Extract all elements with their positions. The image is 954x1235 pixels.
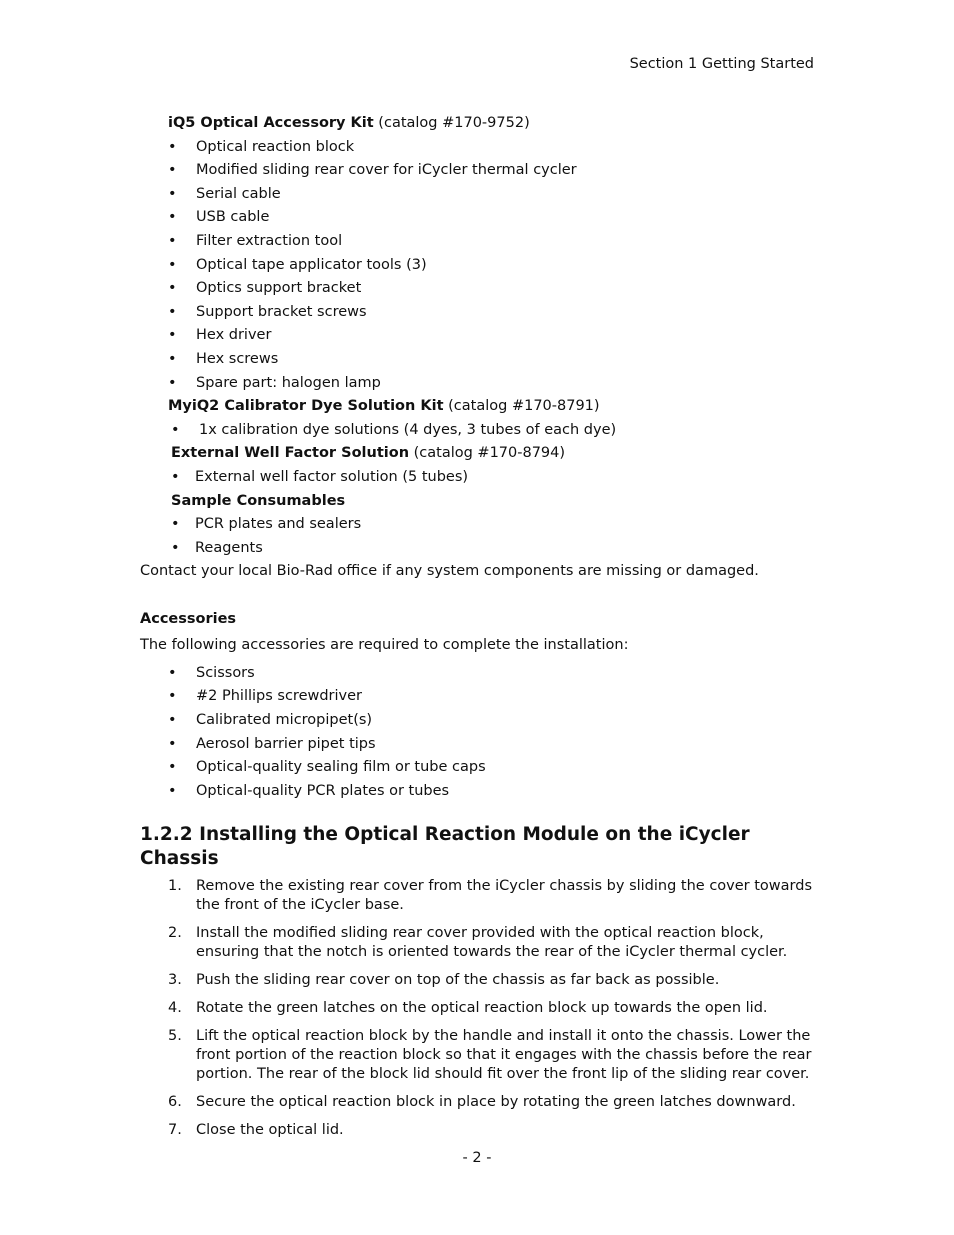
bullet-icon: • [168,162,177,179]
kit-item-list [140,136,820,396]
kit-item-list [140,419,820,443]
step-text: Install the modified sliding rear cover provided with the optical reaction block, ensuring that the notch is oriented towards the rear of the iCycler thermal cycler. [196,925,788,961]
installation-steps [140,877,820,1140]
step-text: Secure the optical reaction block in place by rotating the green latches downward. [196,1094,796,1111]
list-item-text: Hex screws [196,350,279,367]
list-item-text: PCR plates and sealers [195,516,362,533]
kit-item-list [140,466,820,490]
bullet-icon: • [168,138,177,155]
list-item-text: Optical-quality PCR plates or tubes [196,782,450,799]
bullet-icon: • [168,374,177,391]
kit-title-well-factor [171,442,820,466]
step-number: 6. [168,1094,182,1111]
list-item [140,301,820,325]
bullet-icon: • [168,782,177,799]
accessories-intro: The following accessories are required to complete the installation: [140,636,629,653]
contact-note: Contact your local Bio-Rad office if any system components are missing or damaged. [140,563,759,580]
bullet-icon: • [168,209,177,226]
kit-name: External Well Factor Solution [171,445,410,462]
step-item [140,1093,820,1112]
bullet-icon: • [168,185,177,202]
section-heading: 1.2.2 Installing the Optical Reaction Module on the iCycler Chassis [140,824,750,870]
list-item-text: Optics support bracket [196,280,362,297]
step-item [140,1121,820,1140]
step-text: Close the optical lid. [196,1122,344,1139]
bullet-icon: • [168,350,177,367]
bullet-icon: • [168,759,177,776]
step-text: Push the sliding rear cover on top of the chassis as far back as possible. [196,972,720,989]
list-item [140,709,820,733]
step-item [140,999,820,1018]
page-content [140,112,820,1149]
list-item [140,513,820,537]
step-number: 1. [168,878,182,895]
step-text: Remove the existing rear cover from the iCycler chassis by sliding the cover towards the front of the iCycler base. [196,878,813,914]
kit-catalog: (catalog #170-8794) [409,445,566,462]
bullet-icon: • [168,232,177,249]
list-item [140,230,820,254]
bullet-icon: • [168,303,177,320]
list-item-text: Modified sliding rear cover for iCycler thermal cycler [196,162,577,179]
page-number: - 2 - [462,1150,492,1166]
kit-title-consumables [171,490,820,514]
step-text: Lift the optical reaction block by the handle and install it onto the chassis. Lower the front portion of the reaction block so that it engages with the chassis before the rear portion. The rear of the block lid should fit over the front lip of the sliding rear cover. [196,1028,812,1083]
step-item [140,971,820,990]
kit-name: iQ5 Optical Accessory Kit [168,115,374,131]
step-number: 3. [168,972,182,989]
accessories-list [140,662,820,804]
bullet-icon: • [171,539,180,556]
list-item [140,466,820,490]
running-header: Section 1 Getting Started [629,56,814,72]
bullet-icon: • [168,280,177,297]
list-item [140,537,820,561]
kit-item-list [140,513,820,560]
list-item-text: #2 Phillips screwdriver [196,688,363,705]
bullet-icon: • [168,735,177,752]
step-number: 2. [168,925,182,942]
list-item-text: Reagents [195,539,263,556]
bullet-icon: • [171,516,180,533]
list-item-text: 1x calibration dye solutions (4 dyes, 3 tubes of each dye) [199,421,617,438]
bullet-icon: • [171,468,180,485]
list-item [140,136,820,160]
list-item-text: Spare part: halogen lamp [196,374,381,391]
bullet-icon: • [168,664,177,681]
kit-name: MyiQ2 Calibrator Dye Solution Kit [168,398,444,415]
step-number: 7. [168,1122,182,1139]
step-number: 5. [168,1028,182,1045]
list-item [140,183,820,207]
list-item-text: Optical reaction block [196,138,355,155]
list-item [140,372,820,396]
bullet-icon: • [168,712,177,729]
list-item [140,685,820,709]
kit-catalog: (catalog #170-9752) [373,115,530,131]
list-item [140,254,820,278]
list-item-text: USB cable [196,209,270,226]
list-item-text: Serial cable [196,185,281,202]
list-item [140,324,820,348]
kit-title-calibrator [168,395,820,419]
list-item-text: Scissors [196,664,255,681]
list-item [140,348,820,372]
bullet-icon: • [168,688,177,705]
bullet-icon: • [171,421,180,438]
list-item [140,756,820,780]
list-item-text: Calibrated micropipet(s) [196,712,373,729]
list-item-text: Support bracket screws [196,303,367,320]
step-text: Rotate the green latches on the optical reaction block up towards the open lid. [196,1000,768,1017]
step-item [140,1027,820,1084]
accessories-heading: Accessories [140,610,237,627]
list-item-text: Aerosol barrier pipet tips [196,735,376,752]
bullet-icon: • [168,256,177,273]
list-item-text: Filter extraction tool [196,232,343,249]
list-item [140,662,820,686]
kit-catalog: (catalog #170-8791) [443,398,600,415]
step-item [140,924,820,962]
list-item-text: External well factor solution (5 tubes) [195,468,469,485]
list-item-text: Optical tape applicator tools (3) [196,256,427,273]
bullet-icon: • [168,327,177,344]
step-item [140,877,820,915]
list-item-text: Optical-quality sealing film or tube caps [196,759,486,776]
list-item [140,419,820,443]
step-number: 4. [168,1000,182,1017]
kit-title-iq5 [168,112,820,136]
kit-name: Sample Consumables [171,492,346,509]
list-item [140,206,820,230]
list-item [140,159,820,183]
list-item [140,277,820,301]
list-item [140,780,820,804]
list-item-text: Hex driver [196,327,272,344]
list-item [140,733,820,757]
